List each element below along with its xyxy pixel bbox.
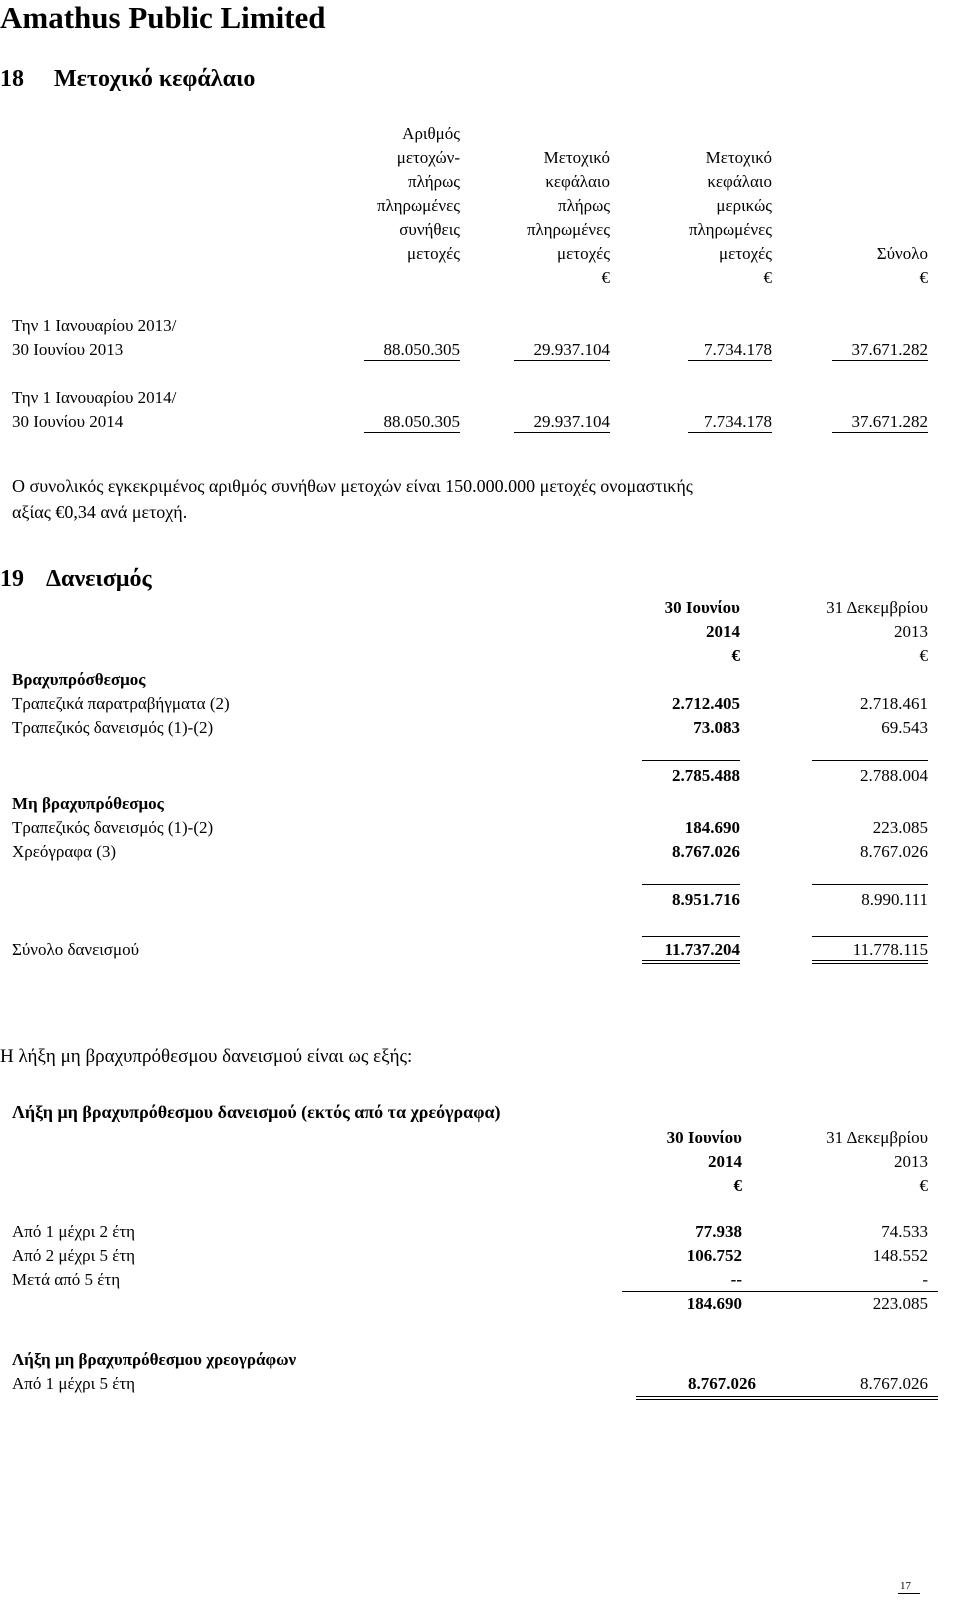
header-line: μετοχές — [718, 244, 772, 263]
lt-total-b: 8.990.111 — [861, 890, 928, 909]
lt-row2-value-a: 8.767.026 — [672, 842, 740, 861]
bonds-row-b: 8.767.026 — [860, 1374, 928, 1393]
note18-row2-partial: 7.734.178 — [704, 412, 772, 431]
maturity-col-a-header — [622, 1126, 742, 1198]
note18-row1-total: 37.671.282 — [851, 340, 928, 359]
maturity-row2-b: 148.552 — [872, 1246, 928, 1265]
underline — [832, 432, 928, 433]
st-row1-value-a: 2.712.405 — [672, 694, 740, 713]
note18-row2-total: 37.671.282 — [851, 412, 928, 431]
lt-row1-value-b: 223.085 — [872, 818, 928, 837]
header-line: μετοχές — [406, 244, 460, 263]
note19-title: Δανεισμός — [46, 566, 152, 592]
note18-row1-label1: Την 1 Ιανουαρίου 2013/ — [12, 316, 177, 335]
st-row2-value-a: 73.083 — [693, 718, 740, 737]
header-line: Αριθμός — [402, 124, 460, 143]
long-term-heading: Μη βραχυπρόθεσμος — [12, 794, 164, 813]
maturity-row1-b: 74.533 — [881, 1222, 928, 1241]
header-line: 31 Δεκεμβρίου — [826, 1128, 928, 1147]
bonds-row-label: Από 1 μέχρι 5 έτη — [12, 1374, 136, 1393]
subtotal-line — [642, 884, 740, 885]
note18-row1-full: 29.937.104 — [533, 340, 610, 359]
note19-col-a-header — [620, 596, 740, 668]
note19-number: 19 — [0, 566, 24, 592]
maturity-title: Λήξη μη βραχυπρόθεσμου δανεισμού (εκτός από τα χρεόγραφα) — [12, 1102, 501, 1122]
note18-row1-partial: 7.734.178 — [704, 340, 772, 359]
maturity-row1-label: Από 1 μέχρι 2 έτη — [12, 1222, 136, 1241]
note18-row1-label2: 30 Ιουνίου 2013 — [12, 340, 124, 359]
st-row2-label: Τραπεζικός δανεισμός (1)-(2) — [12, 718, 214, 737]
lt-row1-value-a: 184.690 — [684, 818, 740, 837]
header-line: μερικώς — [716, 196, 772, 215]
header-line: κεφάλαιο — [545, 172, 610, 191]
subtotal-line — [812, 884, 928, 885]
lt-row2-label: Χρεόγραφα (3) — [12, 842, 117, 861]
double-underline — [642, 960, 740, 961]
maturity-row3-a: -- — [730, 1270, 742, 1289]
header-line: 2013 — [894, 1152, 928, 1171]
double-underline — [812, 963, 928, 964]
note18-col-partial-header — [652, 146, 772, 290]
underline — [688, 360, 772, 361]
underline — [364, 360, 460, 361]
note18-col-shares-header — [340, 122, 460, 266]
st-row1-label: Τραπεζικά παρατραβήγματα (2) — [12, 694, 230, 713]
note18-row2-label1: Την 1 Ιανουαρίου 2014/ — [12, 388, 177, 407]
note18-paragraph-line2: αξίας €0,34 ανά μετοχή. — [12, 502, 188, 522]
grand-total-b: 11.778.115 — [852, 940, 928, 959]
maturity-row3-label: Μετά από 5 έτη — [12, 1270, 121, 1289]
subtotal-line — [812, 760, 928, 761]
currency-symbol: € — [733, 1176, 742, 1195]
note18-title: Μετοχικό κεφάλαιο — [54, 66, 256, 92]
header-line: πλήρως — [558, 196, 610, 215]
st-total-a: 2.785.488 — [672, 766, 740, 785]
header-line: 2013 — [894, 622, 928, 641]
maturity-total-b: 223.085 — [872, 1294, 928, 1313]
underline — [514, 432, 610, 433]
page-number-underline — [898, 1593, 920, 1594]
maturity-row3-b: - — [922, 1270, 928, 1289]
maturity-total-a: 184.690 — [686, 1294, 742, 1313]
st-total-b: 2.788.004 — [860, 766, 928, 785]
underline — [364, 432, 460, 433]
bonds-row-a: 8.767.026 — [688, 1374, 756, 1393]
header-line: πληρωμένες — [688, 220, 772, 239]
lt-total-a: 8.951.716 — [672, 890, 740, 909]
double-underline — [636, 1399, 938, 1400]
header-line: κεφάλαιο — [707, 172, 772, 191]
header-line: μετοχές — [556, 244, 610, 263]
maturity-total-line — [622, 1291, 938, 1292]
grand-total-label: Σύνολο δανεισμού — [12, 940, 140, 959]
currency-symbol: € — [919, 1176, 928, 1195]
lt-row2-value-b: 8.767.026 — [860, 842, 928, 861]
total-line — [812, 936, 928, 937]
note18-paragraph-line1: Ο συνολικός εγκεκριμένος αριθμός συνήθων μετοχών είναι 150.000.000 μετοχές ονομαστικής — [12, 476, 693, 496]
short-term-heading: Βραχυπρόσθεσμος — [12, 670, 146, 689]
st-row1-value-b: 2.718.461 — [860, 694, 928, 713]
note18-row2-shares: 88.050.305 — [383, 412, 460, 431]
bonds-maturity-title: Λήξη μη βραχυπρόθεσμου χρεογράφων — [12, 1350, 297, 1369]
maturity-row2-label: Από 2 μέχρι 5 έτη — [12, 1246, 136, 1265]
currency-symbol: € — [919, 268, 928, 287]
maturity-intro: Η λήξη μη βραχυπρόθεσμου δανεισμού είναι ως εξής: — [0, 1046, 413, 1067]
header-line: 2014 — [708, 1152, 742, 1171]
double-underline — [812, 960, 928, 961]
note18-row2-label2: 30 Ιουνίου 2014 — [12, 412, 124, 431]
note18-number: 18 — [0, 66, 24, 92]
double-underline — [636, 1396, 938, 1397]
total-line — [642, 936, 740, 937]
header-line: 2014 — [706, 622, 740, 641]
currency-symbol: € — [731, 646, 740, 665]
underline — [688, 432, 772, 433]
note19-col-b-header — [788, 596, 928, 668]
underline — [514, 360, 610, 361]
header-line: Σύνολο — [876, 244, 928, 263]
header-line: 30 Ιουνίου — [666, 1128, 742, 1147]
company-name: Amathus Public Limited — [0, 0, 326, 35]
currency-symbol: € — [601, 268, 610, 287]
st-row2-value-b: 69.543 — [881, 718, 928, 737]
header-line: Μετοχικό — [705, 148, 772, 167]
header-line: 30 Ιουνίου — [664, 598, 740, 617]
note18-col-full-header — [490, 146, 610, 290]
maturity-row2-a: 106.752 — [686, 1246, 742, 1265]
grand-total-a: 11.737.204 — [664, 940, 740, 959]
header-line: πληρωμένες — [526, 220, 610, 239]
maturity-row1-a: 77.938 — [695, 1222, 742, 1241]
subtotal-line — [642, 760, 740, 761]
header-line: 31 Δεκεμβρίου — [826, 598, 928, 617]
currency-symbol: € — [763, 268, 772, 287]
note18-row2-full: 29.937.104 — [533, 412, 610, 431]
header-line: πληρωμένες — [376, 196, 460, 215]
underline — [832, 360, 928, 361]
lt-row1-label: Τραπεζικός δανεισμός (1)-(2) — [12, 818, 214, 837]
header-line: μετοχών- — [396, 148, 460, 167]
header-line: πλήρως — [408, 172, 460, 191]
note18-row1-shares: 88.050.305 — [383, 340, 460, 359]
header-line: Μετοχικό — [543, 148, 610, 167]
header-line: συνήθεις — [399, 220, 460, 239]
page-number: 17 — [900, 1580, 911, 1592]
currency-symbol: € — [919, 646, 928, 665]
double-underline — [642, 963, 740, 964]
note18-col-total-header — [808, 242, 928, 290]
maturity-col-b-header — [788, 1126, 928, 1198]
